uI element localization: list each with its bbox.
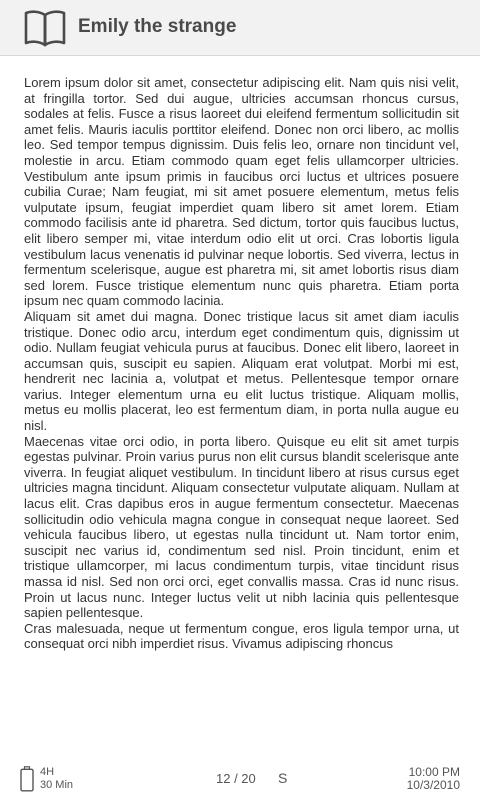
battery-icon [20,766,34,792]
clock [407,766,460,792]
status-footer [0,758,480,800]
date-label: 10/3/2010 [406,778,460,792]
book-icon[interactable] [23,9,67,47]
battery-minutes: 30 Min [40,779,74,791]
app-header [0,0,480,56]
paragraph: Aliquam sit amet dui magna. Donec tristique lacus sit amet diam iaculis tristique. Donec odio arcu, interdum eget condimentum quis, dignissim ut odio. Nullam feugiat vehicula purus at faucibus. Donec elit libero, laoreet in accumsan quis, suscipit eu sapien. Aliquam erat volutpat. Morbi mi est, hendrerit nec lacinia a, volutpat et metus. Pellentesque tempor ornare varius. Integer elementum urna eu elit luctus tristique. Aliquam mollis, metus eu mollis placerat, leo est fermentum diam, in porta nulla augue eu nisl. [24,308,459,434]
battery-hours: 4H [40,766,55,778]
s-button[interactable]: S [278,770,288,786]
reader-content[interactable] [24,75,459,732]
paragraph: Lorem ipsum dolor sit amet, consectetur adipiscing elit. Nam quis nisi velit, at fringilla tortor. Sed dui augue, ultricies accumsan rhoncus cursus, sodales at felis. Fusce a risus laoreet dui eleifend fermentum sollicitudin sit amet felis. Mauris iaculis porttitor eleifend. Donec non orci libero, ac mollis leo. Sed tempor tempus dignissim. Duis felis leo, ornare non tincidunt vel, molestie in arcu. Etiam commodo quam eget felis ullamcorper ultricies. Vestibulum ante ipsum primis in faucibus orci luctus et ultrices posuere cubilia Curae; Nam feugiat, mi sit amet posuere elementum, metus felis vulputate ipsum, feugiat imperdiet quam libero sit amet lorem. Etiam commodo facilisis ante id pharetra. Sed dictum, tortor quis faucibus luctus, elit libero semper mi, vitae interdum odio elit ut orci. Cras lobortis ligula vestibulum lacus venenatis id pulvinar neque lobortis. Sed viverra, lectus in fermentum scelerisque, augue est pharetra mi, sit amet lobortis risus diam sed lorem. Fusce tristique elementum nunc quis pharetra. Etiam porta ipsum nec quam commodo lacinia. [24,75,459,309]
battery-remaining [40,766,73,792]
paragraph: Cras malesuada, neque ut fermentum congue, eros ligula tempor urna, ut consequat orci nibh imperdiet risus. Vivamus adipiscing rhoncus [24,620,459,652]
book-title: Emily the strange [78,16,237,37]
page-indicator[interactable]: 12 / 20 [216,771,256,786]
paragraph: Maecenas vitae orci odio, in porta libero. Quisque eu elit sit amet turpis egestas pulvinar. Proin varius purus non elit cursus blandit scelerisque ante viverra. In feugiat aliquet vestibulum. In tincidunt libero at risus cursus eget ultricies magna tincidunt. Aliquam consectetur vulputate aliquam. Nullam at lacus elit. Cras dapibus eros in augue fermentum consectetur. Maecenas sollicitudin odio vehicula magna congue in consequat neque laoreet. Sed vehicula faucibus libero, ut egestas nulla tincidunt ut. Nam tortor enim, suscipit nec varius id, condimentum sed nisl. Proin tincidunt, enim et tristique ullamcorper, mi lacus condimentum turpis, vitae tincidunt risus massa id nisl. Sed non orci orci, eget convallis massa. Cras id nunc risus. Proin ut lacus nunc. Integer luctus velit ut nibh lacinia quis pellentesque sapien pellentesque. [24,433,459,621]
time-label: 10:00 PM [408,765,460,779]
